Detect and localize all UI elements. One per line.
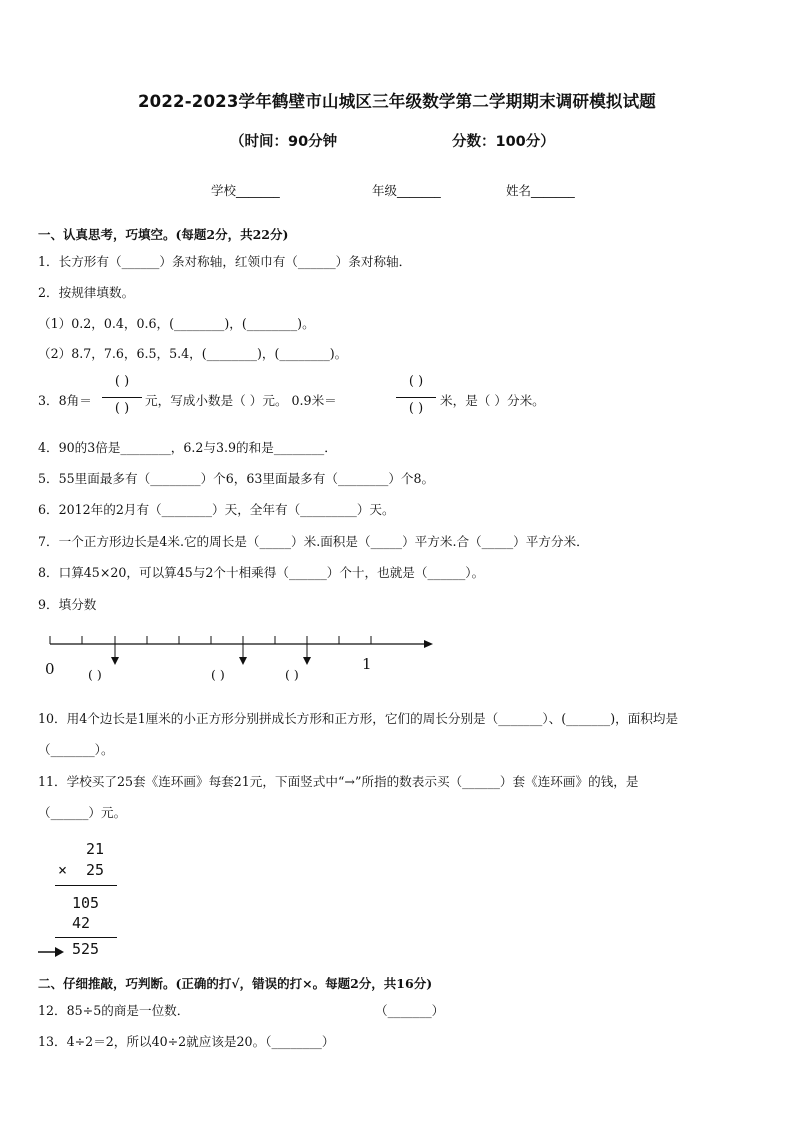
calc-line-2 (55, 937, 117, 938)
question-12-answer-blank: （_______） (375, 1003, 445, 1018)
question-10: 10．用4个边长是1厘米的小正方形分别拼成长方形和正方形，它们的周长分别是（_______）、(_______)，面积均是 (38, 711, 679, 726)
number-line-pointers (115, 644, 307, 660)
pointer-arrow-3 (303, 657, 311, 665)
fraction-2-bar (396, 397, 436, 398)
question-2-part-2: （2）8.7，7.6，6.5，5.4，(________)，(________)。 (38, 346, 348, 361)
pointer-arrow-2 (239, 657, 247, 665)
question-9: 9．填分数 (38, 597, 97, 612)
question-13: 13．4÷2＝2，所以40÷2就应该是20。（________） (38, 1034, 335, 1049)
number-line-ticks (50, 636, 371, 644)
number-line-blank-2: ( ) (211, 667, 225, 682)
partial-product-1: 105 (72, 894, 100, 912)
multiply-sign: × (58, 861, 68, 879)
multiplicand: 21 (86, 840, 105, 858)
pointer-arrow-icon (37, 944, 67, 960)
number-line-zero: 0 (45, 660, 55, 678)
time-limit: （时间：90分钟 (230, 134, 338, 150)
section-2-heading: 二、仔细推敲，巧判断。(正确的打√，错误的打×。每题2分，共16分) (38, 976, 433, 991)
fraction-1-numerator: ( ) (114, 374, 130, 389)
fraction-1-bar (102, 397, 142, 398)
page-title: 2022-2023学年鹤壁市山城区三年级数学第二学期期末调研模拟试题 (138, 92, 656, 111)
final-product: 525 (72, 940, 100, 958)
question-8: 8．口算45×20，可以算45与2个十相乘得（______）个十，也就是（______）。 (38, 565, 485, 580)
question-11-continued: （______）元。 (38, 805, 127, 820)
grade-field: 年级_______ (372, 183, 441, 198)
number-line-blank-1: ( ) (88, 667, 102, 682)
question-4: 4．90的3倍是________，6.2与3.9的和是________． (38, 440, 337, 455)
question-12: 12．85÷5的商是一位数． (38, 1003, 190, 1018)
total-score: 分数：100分） (452, 134, 555, 150)
question-7: 7．一个正方形边长是4米.它的周长是（_____）米.面积是（_____）平方米.合（_____）平方分米． (38, 534, 589, 549)
partial-product-2: 42 (72, 914, 91, 932)
number-line-one: 1 (362, 655, 372, 673)
question-11: 11．学校买了25套《连环画》每套21元，下面竖式中“→”所指的数表示买（______）套《连环画》的钱，是 (38, 774, 639, 789)
multiplier: 25 (86, 861, 105, 879)
number-line-blank-3: ( ) (285, 667, 299, 682)
fraction-1-denominator: ( ) (114, 401, 130, 416)
fraction-2-denominator: ( ) (408, 401, 424, 416)
question-2: 2．按规律填数。 (38, 285, 135, 300)
name-field: 姓名_______ (506, 183, 575, 198)
number-line-arrowhead (424, 640, 433, 648)
question-2-part-1: （1）0.2，0.4，0.6，(________)，(________)。 (38, 316, 315, 331)
question-5: 5．55里面最多有（________）个6，63里面最多有（________）个8。 (38, 471, 435, 486)
school-field: 学校_______ (211, 183, 280, 198)
section-1-heading: 一、认真思考，巧填空。(每题2分，共22分) (38, 227, 289, 242)
calc-line-1 (55, 885, 117, 886)
question-10-continued: （_______）。 (38, 742, 114, 757)
question-6: 6．2012年的2月有（________）天，全年有（_________）天。 (38, 502, 395, 517)
question-1: 1．长方形有（______）条对称轴，红领巾有（______）条对称轴． (38, 254, 412, 269)
fraction-2-numerator: ( ) (408, 374, 424, 389)
pointer-arrow-1 (111, 657, 119, 665)
